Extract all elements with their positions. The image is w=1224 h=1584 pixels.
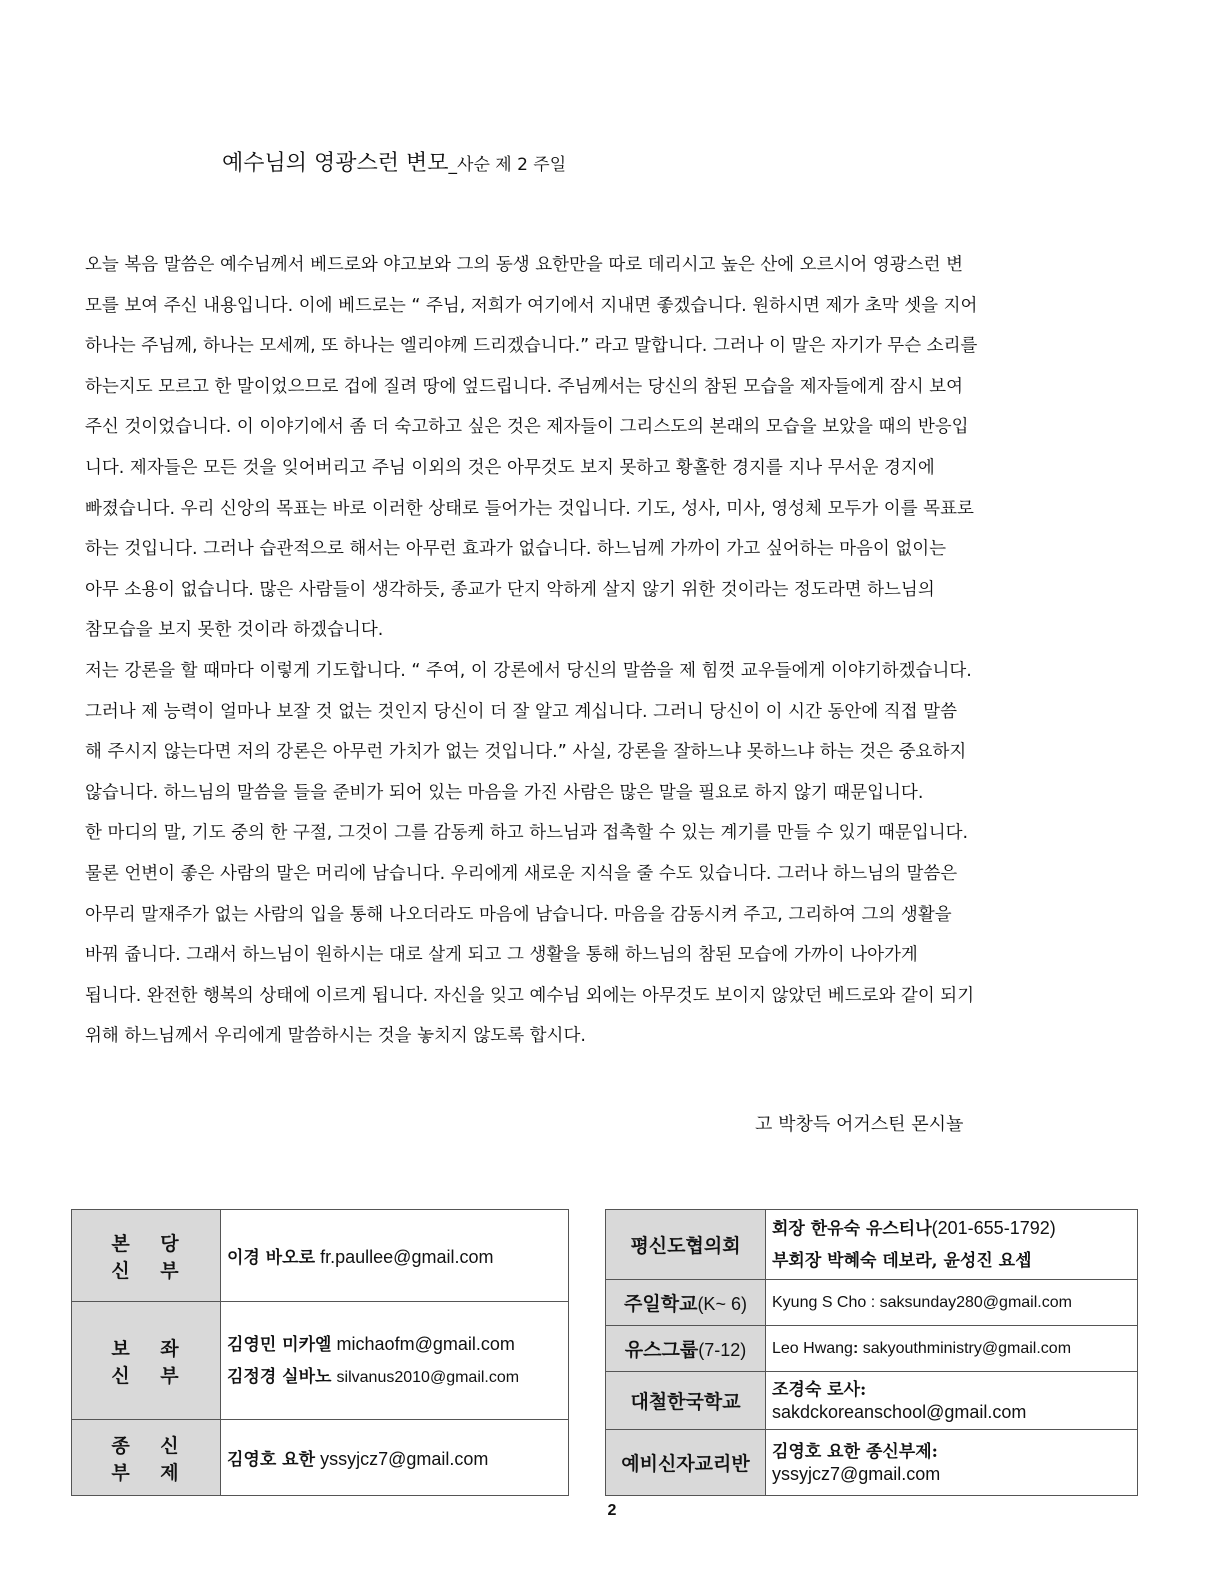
body-line: 바꿔 줍니다. 그래서 하느님이 원하시는 대로 살게 되고 그 생활을 통해 하느님의 참된 모습에 가까이 나아가게 [85,945,918,966]
table-row [606,1430,1138,1496]
sunday-school-contact: Kyung S Cho : saksunday280@gmail.com [766,1280,1138,1326]
body-line: 아무 소용이 없습니다. 많은 사람들이 생각하듯, 종교가 단지 악하게 살지 않기 위한 것이라는 정도라면 하느님의 [85,579,935,600]
pastor-email[interactable]: fr.paullee@gmail.com [320,1247,494,1267]
table-row [606,1280,1138,1326]
associate-cell [221,1302,569,1420]
deacon-email[interactable]: yssyjcz7@gmail.com [320,1449,489,1469]
body-line: 아무리 말재주가 없는 사람의 입을 통해 나오더라도 마음에 남습니다. 마음을 감동시켜 주고, 그리하여 그의 생활을 [85,904,952,925]
body-line: 않습니다. 하느님의 말씀을 들을 준비가 되어 있는 마음을 가진 사람은 많은 말을 필요로 하지 않기 때문입니다. [85,782,924,803]
body-line: 주신 것이었습니다. 이 이야기에서 좀 더 숙고하고 싶은 것은 제자들이 그리스도의 본래의 모습을 보았을 때의 반응입 [85,417,969,438]
associate-label: 보 좌 신 부 [72,1302,221,1420]
body-line: 그러나 제 능력이 얼마나 보잘 것 없는 것인지 당신이 더 잘 알고 계십니다. 그러니 당신이 이 시간 동안에 직접 말씀 [85,701,957,722]
ministry-table [605,1209,1138,1496]
body-line: 하는지도 모르고 한 말이었으므로 겁에 질려 땅에 엎드립니다. 주님께서는 당신의 참된 모습을 제자들에게 잠시 보여 [85,376,963,397]
associate-1-name: 김영민 미카엘 [227,1334,332,1355]
associate-1-email[interactable]: michaofm@gmail.com [336,1333,515,1354]
sunday-school-range: (K~ 6) [697,1294,747,1314]
title-main: 예수님의 영광스런 변모 [222,151,449,176]
youth-contact-name: Leo Hwang [772,1339,853,1357]
korean-school-cell [766,1372,1138,1430]
catechumen-label: 예비신자교리반 [606,1430,766,1496]
body-line: 하나는 주님께, 하나는 모세께, 또 하나는 엘리야께 드리겠습니다.” 라고 말합니다. 그러나 이 말은 자기가 무슨 소리를 [85,336,978,357]
body-line: 하는 것입니다. 그러나 습관적으로 해서는 아무런 효과가 없습니다. 하느님께 가까이 가고 싶어하는 마음이 없이는 [85,539,947,560]
council-cell [766,1210,1138,1280]
author-signature: 고 박창득 어거스틴 몬시뇰 [755,1114,964,1135]
youth-contact-sep: : [852,1339,863,1357]
pastor-label: 본 당 신 부 [72,1210,221,1302]
table-row [606,1326,1138,1372]
body-line: 모를 보여 주신 내용입니다. 이에 베드로는 “ 주님, 저희가 여기에서 지내면 좋겠습니다. 원하시면 제가 초막 셋을 지어 [85,295,978,316]
body-line: 니다. 제자들은 모든 것을 잊어버리고 주님 이외의 것은 아무것도 보지 못하고 황홀한 경지를 지나 무서운 경지에 [85,457,935,478]
council-vice-presidents: 부회장 박혜숙 데보라, 윤성진 요셉 [772,1251,1032,1271]
body-line: 됩니다. 완전한 행복의 상태에 이르게 됩니다. 자신을 잊고 예수님 외에는 아무것도 보이지 않았던 베드로와 같이 되기 [85,985,975,1006]
page-title [222,146,566,177]
youth-contact-email[interactable]: sakyouthministry@gmail.com [862,1339,1072,1357]
table-row [72,1302,569,1420]
homily-body [85,245,1130,1057]
deacon-name: 김영호 요한 [227,1450,316,1470]
body-line: 한 마디의 말, 기도 중의 한 구절, 그것이 그를 감동케 하고 하느님과 접촉할 수 있는 계기를 만들 수 있기 때문입니다. [85,823,969,844]
associate-2-name: 김정경 실바노 [227,1366,332,1387]
youth-group-contact [766,1326,1138,1372]
korean-school-label: 대철한국학교 [606,1372,766,1430]
body-line: 저는 강론을 할 때마다 이렇게 기도합니다. “ 주여, 이 강론에서 당신의 말씀을 제 힘껏 교우들에게 이야기하겠습니다. [85,660,972,681]
korean-school-contact-name: 조경숙 로사: [772,1379,867,1400]
deacon-cell [221,1420,569,1496]
table-row [606,1372,1138,1430]
deacon-label: 종 신 부 제 [72,1420,221,1496]
table-row [606,1210,1138,1280]
body-line: 빠졌습니다. 우리 신앙의 목표는 바로 이러한 상태로 들어가는 것입니다. 기도, 성사, 미사, 영성체 모두가 이를 목표로 [85,498,974,519]
associate-2-email[interactable]: silvanus2010@gmail.com [336,1368,520,1386]
catechumen-email[interactable]: yssyjcz7@gmail.com [772,1463,941,1484]
catechumen-contact-name: 김영호 요한 종신부제: [772,1441,938,1462]
body-line: 물론 언변이 좋은 사람의 말은 머리에 남습니다. 우리에게 새로운 지식을 줄 수도 있습니다. 그러나 하느님의 말씀은 [85,863,958,884]
pastor-cell [221,1210,569,1302]
youth-group-label-text: 유스그룹 [624,1339,699,1361]
youth-group-range: (7-12) [698,1340,747,1360]
body-line: 위해 하느님께서 우리에게 말씀하시는 것을 놓치지 않도록 합시다. [85,1026,586,1047]
korean-school-email[interactable]: sakdckoreanschool@gmail.com [772,1401,1027,1422]
council-president: 회장 한유숙 유스티나 [772,1219,932,1239]
council-phone: (201-655-1792) [931,1218,1056,1238]
table-row [72,1210,569,1302]
sunday-school-label [606,1280,766,1326]
sunday-school-label-text: 주일학교 [624,1293,698,1315]
table-row [72,1420,569,1496]
body-line: 해 주시지 않는다면 저의 강론은 아무런 가치가 없는 것입니다.” 사실, 강론을 잘하느냐 못하느냐 하는 것은 중요하지 [85,742,967,763]
body-line: 참모습을 보지 못한 것이라 하겠습니다. [85,620,384,641]
pastor-name: 이경 바오로 [227,1248,316,1268]
body-line: 오늘 복음 말씀은 예수님께서 베드로와 야고보와 그의 동생 요한만을 따로 데리시고 높은 산에 오르시어 영광스런 변 [85,255,963,275]
page-number: 2 [607,1502,617,1519]
clergy-table [71,1209,569,1496]
catechumen-cell [766,1430,1138,1496]
council-label: 평신도협의회 [606,1210,766,1280]
title-sub: _사순 제 2 주일 [448,155,567,175]
youth-group-label [606,1326,766,1372]
